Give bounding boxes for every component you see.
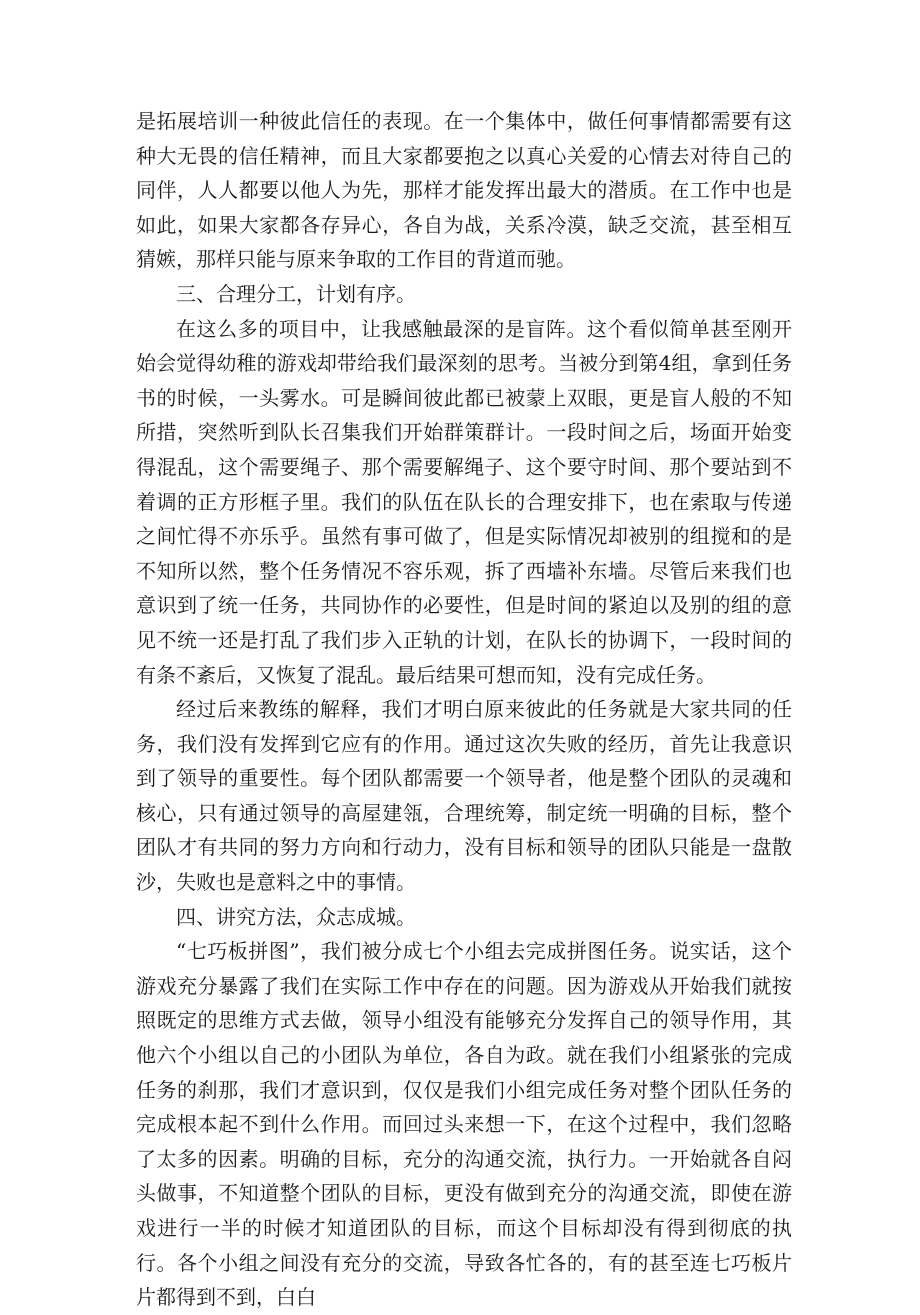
section-heading-4: 四、讲究方法，众志成城。 <box>176 904 416 929</box>
paragraph-blind-array: 在这么多的项目中，让我感触最深的是盲阵。这个看似简单甚至刚开始会觉得幼稚的游戏却带给我们最深刻的思考。当被分到第4组，拿到任务书的时候，一头雾水。可是瞬间彼此都已被蒙上双眼，更是盲人般的不知所措，突然听到队长召集我们开始群策群计。一段时间之后，场面开始变得混乱，这个需要绳子、那个需要解绳子、这个要守时间、那个要站到不着调的正方形框子里。我们的队伍在队长的合理安排下，也在索取与传递之间忙得不亦乐乎。虽然有事可做了，但是实际情况却被别的组搅和的是不知所以然，整个任务情况不容乐观，拆了西墙补东墙。尽管后来我们也意识到了统一任务，共同协作的必要性，但是时间的紧迫以及别的组的意见不统一还是打乱了我们步入正轨的计划，在队长的协调下，一段时间的有条不紊后，又恢复了混乱。最后结果可想而知，没有完成任务。 <box>136 316 792 687</box>
document-page <box>136 104 792 1315</box>
paragraph-leadership: 经过后来教练的解释，我们才明白原来彼此的任务就是大家共同的任务，我们没有发挥到它应有的作用。通过这次失败的经历，首先让我意识到了领导的重要性。每个团队都需要一个领导者，他是整个团队的灵魂和核心，只有通过领导的高屋建瓴，合理统筹，制定统一明确的目标，整个团队才有共同的努力方向和行动力，没有目标和领导的团队只能是一盘散沙，失败也是意料之中的事情。 <box>136 697 792 895</box>
section-heading-3: 三、合理分工，计划有序。 <box>176 281 416 306</box>
paragraph-tangram: “七巧板拼图”，我们被分成七个小组去完成拼图任务。说实话，这个游戏充分暴露了我们在实际工作中存在的问题。因为游戏从开始我们就按照既定的思维方式去做，领导小组没有能够充分发挥自己的领导作用，其他六个小组以自己的小团队为单位，各自为政。就在我们小组紧张的完成任务的刹那，我们才意识到，仅仅是我们小组完成任务对整个团队任务的完成根本起不到什么作用。而回过头来想一下，在这个过程中，我们忽略了太多的因素。明确的目标，充分的沟通交流，执行力。一开始就各自闷头做事，不知道整个团队的目标，更没有做到充分的沟通交流，即使在游戏进行一半的时候才知道团队的目标，而这个目标却没有得到彻底的执行。各个小组之间没有充分的交流，导致各忙各的，有的甚至连七巧板片片都得到不到，白白 <box>136 939 792 1310</box>
paragraph-trust-continued: 是拓展培训一种彼此信任的表现。在一个集体中，做任何事情都需要有这种大无畏的信任精神，而且大家都要抱之以真心关爱的心情去对待自己的同伴，人人都要以他人为先，那样才能发挥出最大的潜质。在工作中也是如此，如果大家都各存异心，各自为战，关系冷漠，缺乏交流，甚至相互猜嫉，那样只能与原来争取的工作目的背道而驰。 <box>136 109 792 272</box>
